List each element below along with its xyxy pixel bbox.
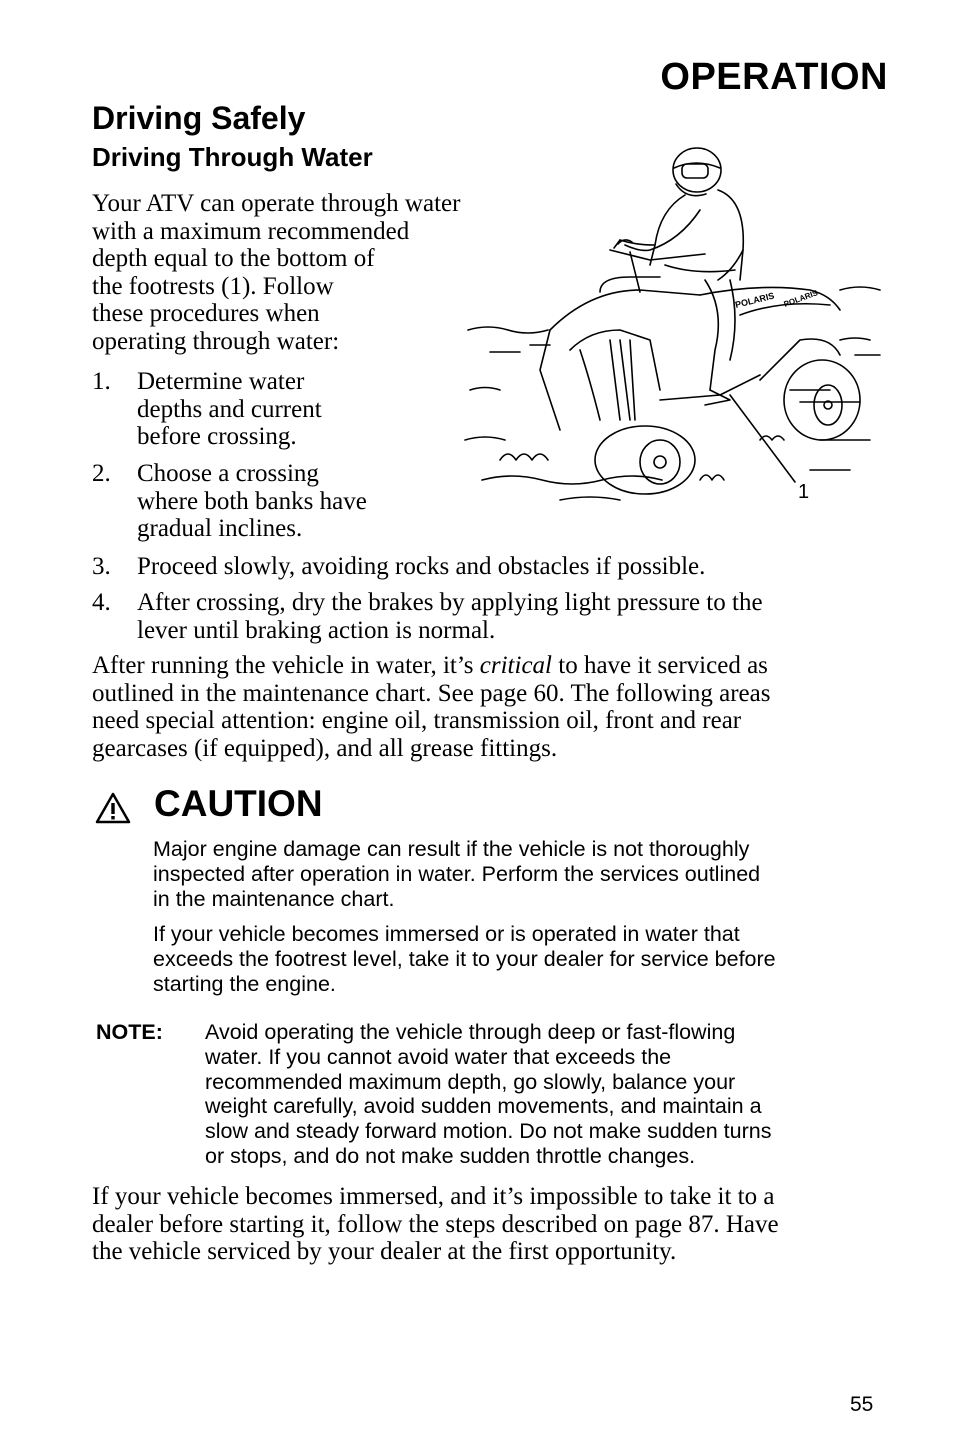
intro-paragraph: Your ATV can operate through water with a maximum recommended depth equal to the bottom of the footrests (1). Follow these procedures when operating through water: xyxy=(92,190,461,355)
note-label: NOTE: xyxy=(96,1020,163,1044)
page-heading: Driving Safely xyxy=(92,100,306,136)
brand-decal-rear: POLARIS xyxy=(782,288,820,309)
callout-number: 1 xyxy=(798,481,810,503)
page-subheading: Driving Through Water xyxy=(92,142,373,172)
atv-water-illustration xyxy=(460,140,892,520)
note-text: Avoid operating the vehicle through deep or fast-flowing water. If you cannot avoid water that exceeds the recommended maximum depth, go slowly, balance your weight carefully, avoid sudden movements, and maintain a slow and steady forward motion. Do not make sudden turns or stops, and do not make sudden throttle changes. xyxy=(205,1020,772,1168)
caution-paragraph-1: Major engine damage can result if the vehicle is not thoroughly inspected after operation in water. Perform the services outlined in the maintenance chart. xyxy=(153,837,761,911)
page-number: 55 xyxy=(850,1393,874,1416)
section-title: OPERATION xyxy=(660,56,888,98)
caution-title: CAUTION xyxy=(154,783,323,824)
final-paragraph: If your vehicle becomes immersed, and it’s impossible to take it to a dealer before starting it, follow the steps described on page 87. Have the vehicle serviced by your dealer at the first opportunity. xyxy=(92,1183,779,1266)
brand-decal: POLARIS xyxy=(734,290,776,310)
warning-triangle-icon xyxy=(95,792,131,824)
after-water-paragraph: After running the vehicle in water, it’s critical to have it serviced as outlined in the maintenance chart. See page 60. The following areas need special attention: engine oil, transmission oil, front and rear gearcases (if equipped), and all grease fittings. xyxy=(92,652,771,762)
caution-paragraph-2: If your vehicle becomes immersed or is operated in water that exceeds the footrest level, take it to your dealer for service before starting the engine. xyxy=(153,922,776,996)
